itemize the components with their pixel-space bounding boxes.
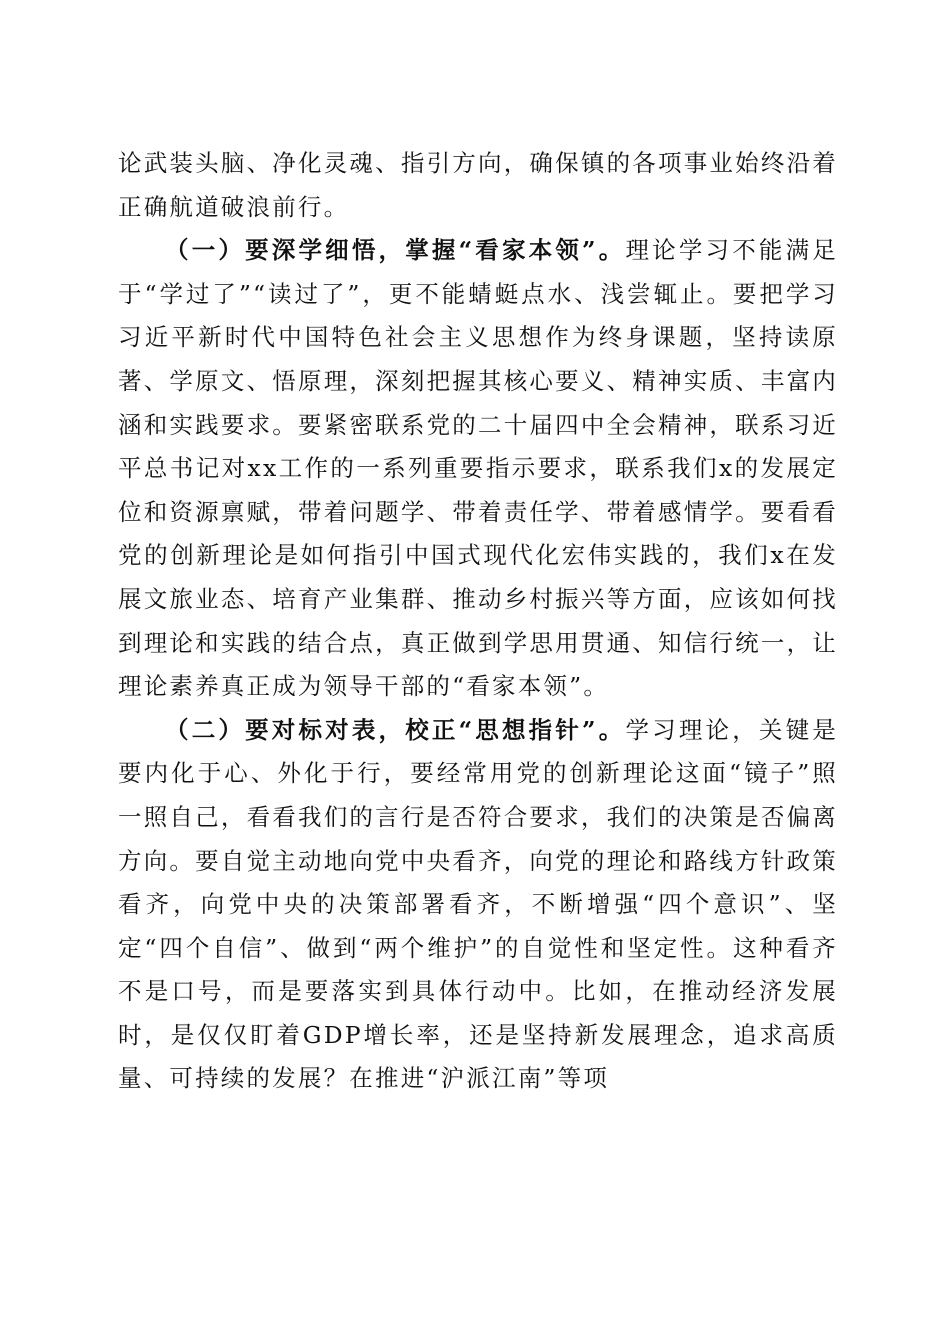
paragraph-text: 学习理论，关键是要内化于心、外化于行，要经常用党的创新理论这面“镜子”照一照自己，看看我们的言行是否符合要求，我们的决策是否偏离方向。要自觉主动地向党中央看齐，向党的理论和路线方针政策看齐，向党中央的决策部署看齐，不断增强“四个意识”、坚定“四个自信”、做到“两个维护”的自觉性和坚定性。这种看齐不是口号，而是要落实到具体行动中。比如，在推动经济发展时，是仅仅盯着GDP增长率，还是坚持新发展理念，追求高质量、可持续的发展？在推进“沪派江南”等项	[118, 715, 838, 1093]
section-heading-2: （二）要对标对表，校正“思想指针”。	[165, 715, 626, 744]
paragraph-text: 论武装头脑、净化灵魂、指引方向，确保镇的各项事业始终沿着正确航道破浪前行。	[118, 149, 838, 221]
document-body	[118, 142, 838, 1101]
paragraph-section-2	[118, 709, 838, 1101]
section-heading-1: （一）要深学细悟，掌握“看家本领”。	[165, 236, 626, 265]
paragraph-section-1	[118, 229, 838, 709]
paragraph-continuation	[118, 142, 838, 229]
paragraph-text: 理论学习不能满足于“学过了”“读过了”，更不能蜻蜓点水、浅尝辄止。要把学习习近平新时代中国特色社会主义思想作为终身课题，坚持读原著、学原文、悟原理，深刻把握其核心要义、精神实质、丰富内涵和实践要求。要紧密联系党的二十届四中全会精神，联系习近平总书记对xx工作的一系列重要指示要求，联系我们x的发展定位和资源禀赋，带着问题学、带着责任学、带着感情学。要看看党的创新理论是如何指引中国式现代化宏伟实践的，我们x在发展文旅业态、培育产业集群、推动乡村振兴等方面，应该如何找到理论和实践的结合点，真正做到学思用贯通、知信行统一，让理论素养真正成为领导干部的“看家本领”。	[118, 236, 838, 701]
